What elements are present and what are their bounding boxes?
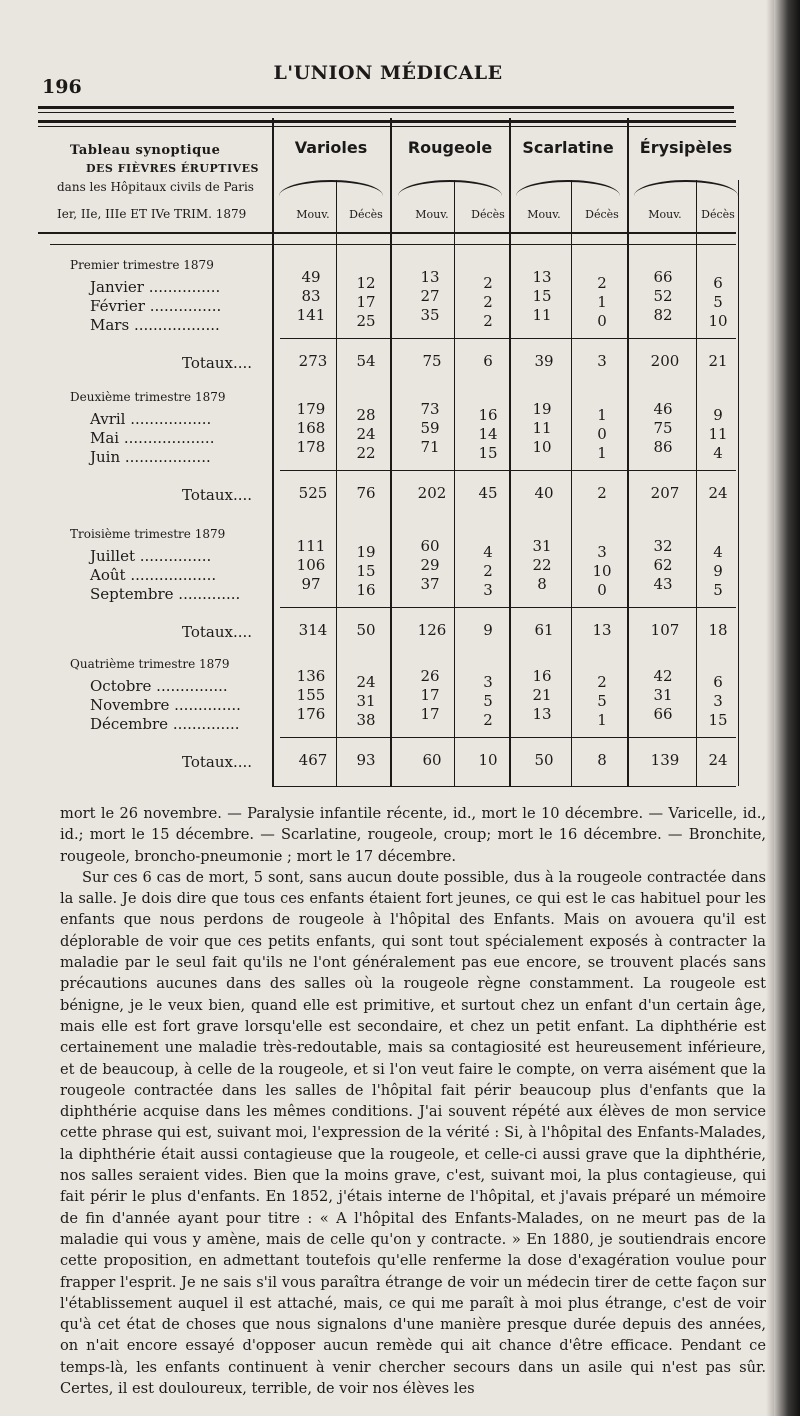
- total-cell: 39: [534, 352, 554, 370]
- table-cell: 35: [420, 306, 440, 324]
- table-cell: 38: [356, 711, 376, 729]
- month-label: Décembre ..............: [90, 715, 240, 733]
- table-cell: 10: [708, 312, 728, 330]
- table-cell: 11: [532, 306, 552, 324]
- table-cell: 106: [296, 556, 326, 574]
- table-cell: 0: [597, 312, 607, 330]
- table-cell: 15: [356, 562, 376, 580]
- total-cell: 126: [417, 621, 447, 639]
- total-cell: 24: [708, 484, 728, 502]
- table-cell: 2: [483, 711, 493, 729]
- table-cell: 5: [597, 692, 607, 710]
- table-cell: 15: [708, 711, 728, 729]
- table-cell: 2: [483, 562, 493, 580]
- total-cell: 76: [356, 484, 376, 502]
- table-subtitle: DES FIÈVRES ÉRUPTIVES: [86, 162, 259, 175]
- table-cell: 31: [653, 686, 673, 704]
- table-cell: 5: [713, 581, 723, 599]
- month-label: Novembre ..............: [90, 696, 241, 714]
- table-cell: 27: [420, 287, 440, 305]
- subtotal-rule: [280, 338, 736, 339]
- column-rule: [336, 180, 337, 786]
- column-rule: [272, 118, 274, 786]
- column-rule: [571, 180, 572, 786]
- totals-label: Totaux....: [182, 486, 253, 504]
- disease-header: Rougeole: [407, 138, 493, 157]
- table-cell: 42: [653, 667, 673, 685]
- table-cell: 2: [483, 293, 493, 311]
- table-cell: 29: [420, 556, 440, 574]
- table-cell: 10: [532, 438, 552, 456]
- table-cell: 2: [483, 312, 493, 330]
- table-top-rule: [38, 120, 736, 123]
- table-cell: 16: [478, 406, 498, 424]
- subtotal-rule: [280, 470, 736, 471]
- table-cell: 59: [420, 419, 440, 437]
- table-cell: 5: [483, 692, 493, 710]
- table-cell: 22: [532, 556, 552, 574]
- disease-header: Scarlatine: [522, 138, 614, 157]
- page-number: 196: [42, 76, 82, 98]
- paragraph: mort le 26 novembre. — Paralysie infantile récente, id., mort le 10 décembre. — Varicelle, id., id.; mort le 15 décembre. — Scarlatine, rougeole, croup; mort le 16 décembre. — Bronchite, rougeole, broncho-pneumonie ; mort le 17 décembre.: [60, 805, 766, 865]
- column-rule: [738, 180, 739, 786]
- total-cell: 202: [417, 484, 447, 502]
- table-cell: 25: [356, 312, 376, 330]
- table-cell: 0: [597, 425, 607, 443]
- month-label: Juillet ...............: [90, 547, 212, 565]
- table-cell: 11: [532, 419, 552, 437]
- table-cell: 43: [653, 575, 673, 593]
- table-cell: 17: [420, 705, 440, 723]
- table-cell: 75: [653, 419, 673, 437]
- article-body: [60, 803, 766, 1399]
- subcolumn-header: Mouv.: [648, 208, 682, 221]
- quarter-label: Troisième trimestre 1879: [70, 527, 226, 541]
- subtotal-rule: [280, 737, 736, 738]
- table-cell: 62: [653, 556, 673, 574]
- total-cell: 24: [708, 751, 728, 769]
- table-cell: 4: [713, 543, 723, 561]
- disease-header: Érysipèles: [639, 138, 733, 157]
- column-rule: [454, 180, 455, 786]
- total-cell: 60: [422, 751, 442, 769]
- page-header: [38, 62, 738, 102]
- table-cell: 168: [296, 419, 326, 437]
- month-label: Mars ..................: [90, 316, 220, 334]
- table-cell: 6: [713, 274, 723, 292]
- table-cell: 141: [296, 306, 326, 324]
- total-cell: 18: [708, 621, 728, 639]
- table-cell: 1: [597, 444, 607, 462]
- total-cell: 314: [298, 621, 328, 639]
- table-cell: 21: [532, 686, 552, 704]
- table-cell: 73: [420, 400, 440, 418]
- table-cell: 3: [483, 673, 493, 691]
- quarter-label: Quatrième trimestre 1879: [70, 657, 230, 671]
- table-cell: 17: [420, 686, 440, 704]
- subtotal-rule: [280, 607, 736, 608]
- table-cell: 17: [356, 293, 376, 311]
- table-cell: 14: [478, 425, 498, 443]
- subcolumn-header: Mouv.: [296, 208, 330, 221]
- table-cell: 176: [296, 705, 326, 723]
- table-header-rule: [38, 232, 736, 234]
- total-cell: 273: [298, 352, 328, 370]
- subcolumn-header: Décès: [701, 208, 735, 221]
- month-label: Janvier ...............: [90, 278, 221, 296]
- running-title: L'UNION MÉDICALE: [273, 62, 503, 84]
- subcolumn-header: Décès: [585, 208, 619, 221]
- paragraph: Sur ces 6 cas de mort, 5 sont, sans aucun doute possible, dus à la rougeole contractée dans la salle. Je dois dire que tous ces enfants étaient fort jeunes, ce qui est le cas habituel pour les enfants que nous perdons de rougeole à l'hôpital des Enfants. Mais on avouera qu'il est déplorable de voir que ces petits enfants, qui sont tout spécialement exposés à contracter la maladie par le seul fait qu'ils ne l'ont généralement pas eue encore, se trouvent placés sans précautions aucunes dans des salles où la rougeole règne constamment. La rougeole est bénigne, je le veux bien, quand elle est primitive, et surtout chez un enfant d'un certain âge, mais elle est fort grave lorsqu'elle est secondaire, et chez un petit enfant. La diphthérie est certainement une maladie très-redoutable, mais sa contagiosité est heureusement inférieure, et de beaucoup, à celle de la rougeole, et si l'on veut faire le compte, on verra aisément que la rougeole contractée dans les salles de l'hôpital fait périr beaucoup plus d'enfants que la diphthérie acquise dans les mêmes conditions. J'ai souvent répété aux élèves de mon service cette phrase qui est, suivant moi, l'expression de la vérité : Si, à l'hôpital des Enfants-Malades, la diphthérie était aussi contagieuse que la rougeole, et celle-ci aussi grave que la diphthérie, nos salles seraient vides. Bien que la moins grave, c'est, suivant moi, la plus contagieuse, qui fait périr le plus d'enfants. En 1852, j'étais interne de l'hôpital, et j'avais préparé un mémoire de fin d'année ayant pour titre : « A l'hôpital des Enfants-Malades, on ne meurt pas de la maladie qui vous y amène, mais de celle qu'on y contracte. » En 1880, je soutiendrais encore cette proposition, en admettant toutefois qu'elle renferme la dose d'exagération voulue pour frapper l'esprit. Je ne sais s'il vous paraîtra étrange de voir un médecin tirer de cette façon sur l'établissement auquel il est attaché, mais, ce qui me paraît à moi plus étrange, c'est de voir qu'à cet état de choses que nous signalons d'une manière presque durée depuis des années, on n'ait encore essayé d'opposer aucun remède qui ait chance d'être efficace. Pendant ce temps-là, les enfants continuent à venir chercher secours dans un asile qui n'est pas sûr. Certes, il est douloureux, terrible, de voir nos élèves les: [60, 868, 766, 1398]
- table-cell: 12: [356, 274, 376, 292]
- table-period: Ier, IIe, IIIe ET IVe TRIM. 1879: [57, 207, 247, 221]
- subcolumn-header: Mouv.: [415, 208, 449, 221]
- table-cell: 86: [653, 438, 673, 456]
- table-cell: 97: [301, 575, 321, 593]
- total-cell: 139: [650, 751, 680, 769]
- totals-label: Totaux....: [182, 354, 253, 372]
- table-location: dans les Hôpitaux civils de Paris: [57, 180, 254, 194]
- totals-label: Totaux....: [182, 623, 253, 641]
- total-cell: 40: [534, 484, 554, 502]
- table-cell: 2: [597, 274, 607, 292]
- table-cell: 4: [483, 543, 493, 561]
- table-cell: 13: [420, 268, 440, 286]
- table-cell: 3: [713, 692, 723, 710]
- table-cell: 32: [653, 537, 673, 555]
- total-cell: 525: [298, 484, 328, 502]
- total-cell: 200: [650, 352, 680, 370]
- table-cell: 15: [478, 444, 498, 462]
- table-header-rule-thin: [50, 244, 736, 245]
- table-cell: 2: [597, 673, 607, 691]
- table-cell: 1: [597, 293, 607, 311]
- month-label: Février ...............: [90, 297, 222, 315]
- total-cell: 107: [650, 621, 680, 639]
- month-label: Septembre .............: [90, 585, 241, 603]
- table-bottom-rule: [272, 786, 736, 787]
- page-binding-edge: [774, 0, 800, 1416]
- table-cell: 31: [532, 537, 552, 555]
- column-rule: [696, 180, 697, 786]
- table-cell: 13: [532, 268, 552, 286]
- totals-label: Totaux....: [182, 753, 253, 771]
- table-cell: 66: [653, 268, 673, 286]
- table-cell: 16: [356, 581, 376, 599]
- table-cell: 10: [592, 562, 612, 580]
- header-brace: [279, 180, 383, 196]
- total-cell: 45: [478, 484, 498, 502]
- total-cell: 50: [534, 751, 554, 769]
- header-brace: [634, 180, 738, 196]
- table-cell: 15: [532, 287, 552, 305]
- header-brace: [516, 180, 620, 196]
- table-cell: 16: [532, 667, 552, 685]
- total-cell: 93: [356, 751, 376, 769]
- page-gutter-shadow: [766, 0, 774, 1416]
- disease-header: Varioles: [294, 138, 368, 157]
- quarter-label: Premier trimestre 1879: [70, 258, 214, 272]
- total-cell: 21: [708, 352, 728, 370]
- table-cell: 155: [296, 686, 326, 704]
- table-cell: 9: [713, 562, 723, 580]
- table-cell: 1: [597, 406, 607, 424]
- subcolumn-header: Mouv.: [527, 208, 561, 221]
- table-cell: 136: [296, 667, 326, 685]
- total-cell: 2: [597, 484, 607, 502]
- table-cell: 178: [296, 438, 326, 456]
- total-cell: 8: [597, 751, 607, 769]
- table-cell: 83: [301, 287, 321, 305]
- quarter-label: Deuxième trimestre 1879: [70, 390, 226, 404]
- total-cell: 13: [592, 621, 612, 639]
- table-cell: 31: [356, 692, 376, 710]
- month-label: Octobre ...............: [90, 677, 228, 695]
- table-cell: 13: [532, 705, 552, 723]
- table-cell: 37: [420, 575, 440, 593]
- month-label: Juin ..................: [90, 448, 211, 466]
- subcolumn-header: Décès: [349, 208, 383, 221]
- month-label: Août ..................: [90, 566, 217, 584]
- table-cell: 179: [296, 400, 326, 418]
- table-cell: 82: [653, 306, 673, 324]
- total-cell: 467: [298, 751, 328, 769]
- table-cell: 49: [301, 268, 321, 286]
- table-cell: 5: [713, 293, 723, 311]
- total-cell: 75: [422, 352, 442, 370]
- total-cell: 50: [356, 621, 376, 639]
- table-cell: 24: [356, 425, 376, 443]
- total-cell: 6: [483, 352, 493, 370]
- table-cell: 24: [356, 673, 376, 691]
- table-cell: 66: [653, 705, 673, 723]
- total-cell: 54: [356, 352, 376, 370]
- table-cell: 9: [713, 406, 723, 424]
- total-cell: 10: [478, 751, 498, 769]
- table-cell: 52: [653, 287, 673, 305]
- total-cell: 61: [534, 621, 554, 639]
- table-cell: 19: [532, 400, 552, 418]
- table-cell: 4: [713, 444, 723, 462]
- table-top-rule-thin: [38, 126, 736, 127]
- total-cell: 207: [650, 484, 680, 502]
- month-label: Avril .................: [90, 410, 212, 428]
- subcolumn-header: Décès: [471, 208, 505, 221]
- table-cell: 28: [356, 406, 376, 424]
- table-cell: 46: [653, 400, 673, 418]
- table-cell: 3: [597, 543, 607, 561]
- table-cell: 26: [420, 667, 440, 685]
- table-title: Tableau synoptique: [70, 143, 221, 158]
- table-cell: 3: [483, 581, 493, 599]
- header-rule: [38, 106, 734, 109]
- table-cell: 8: [537, 575, 547, 593]
- header-brace: [398, 180, 502, 196]
- table-cell: 11: [708, 425, 728, 443]
- table-cell: 60: [420, 537, 440, 555]
- table-cell: 6: [713, 673, 723, 691]
- table-cell: 0: [597, 581, 607, 599]
- total-cell: 9: [483, 621, 493, 639]
- header-rule-thin: [38, 112, 734, 113]
- table-cell: 71: [420, 438, 440, 456]
- table-cell: 111: [296, 537, 326, 555]
- table-cell: 2: [483, 274, 493, 292]
- table-cell: 1: [597, 711, 607, 729]
- table-cell: 19: [356, 543, 376, 561]
- table-cell: 22: [356, 444, 376, 462]
- total-cell: 3: [597, 352, 607, 370]
- month-label: Mai ...................: [90, 429, 215, 447]
